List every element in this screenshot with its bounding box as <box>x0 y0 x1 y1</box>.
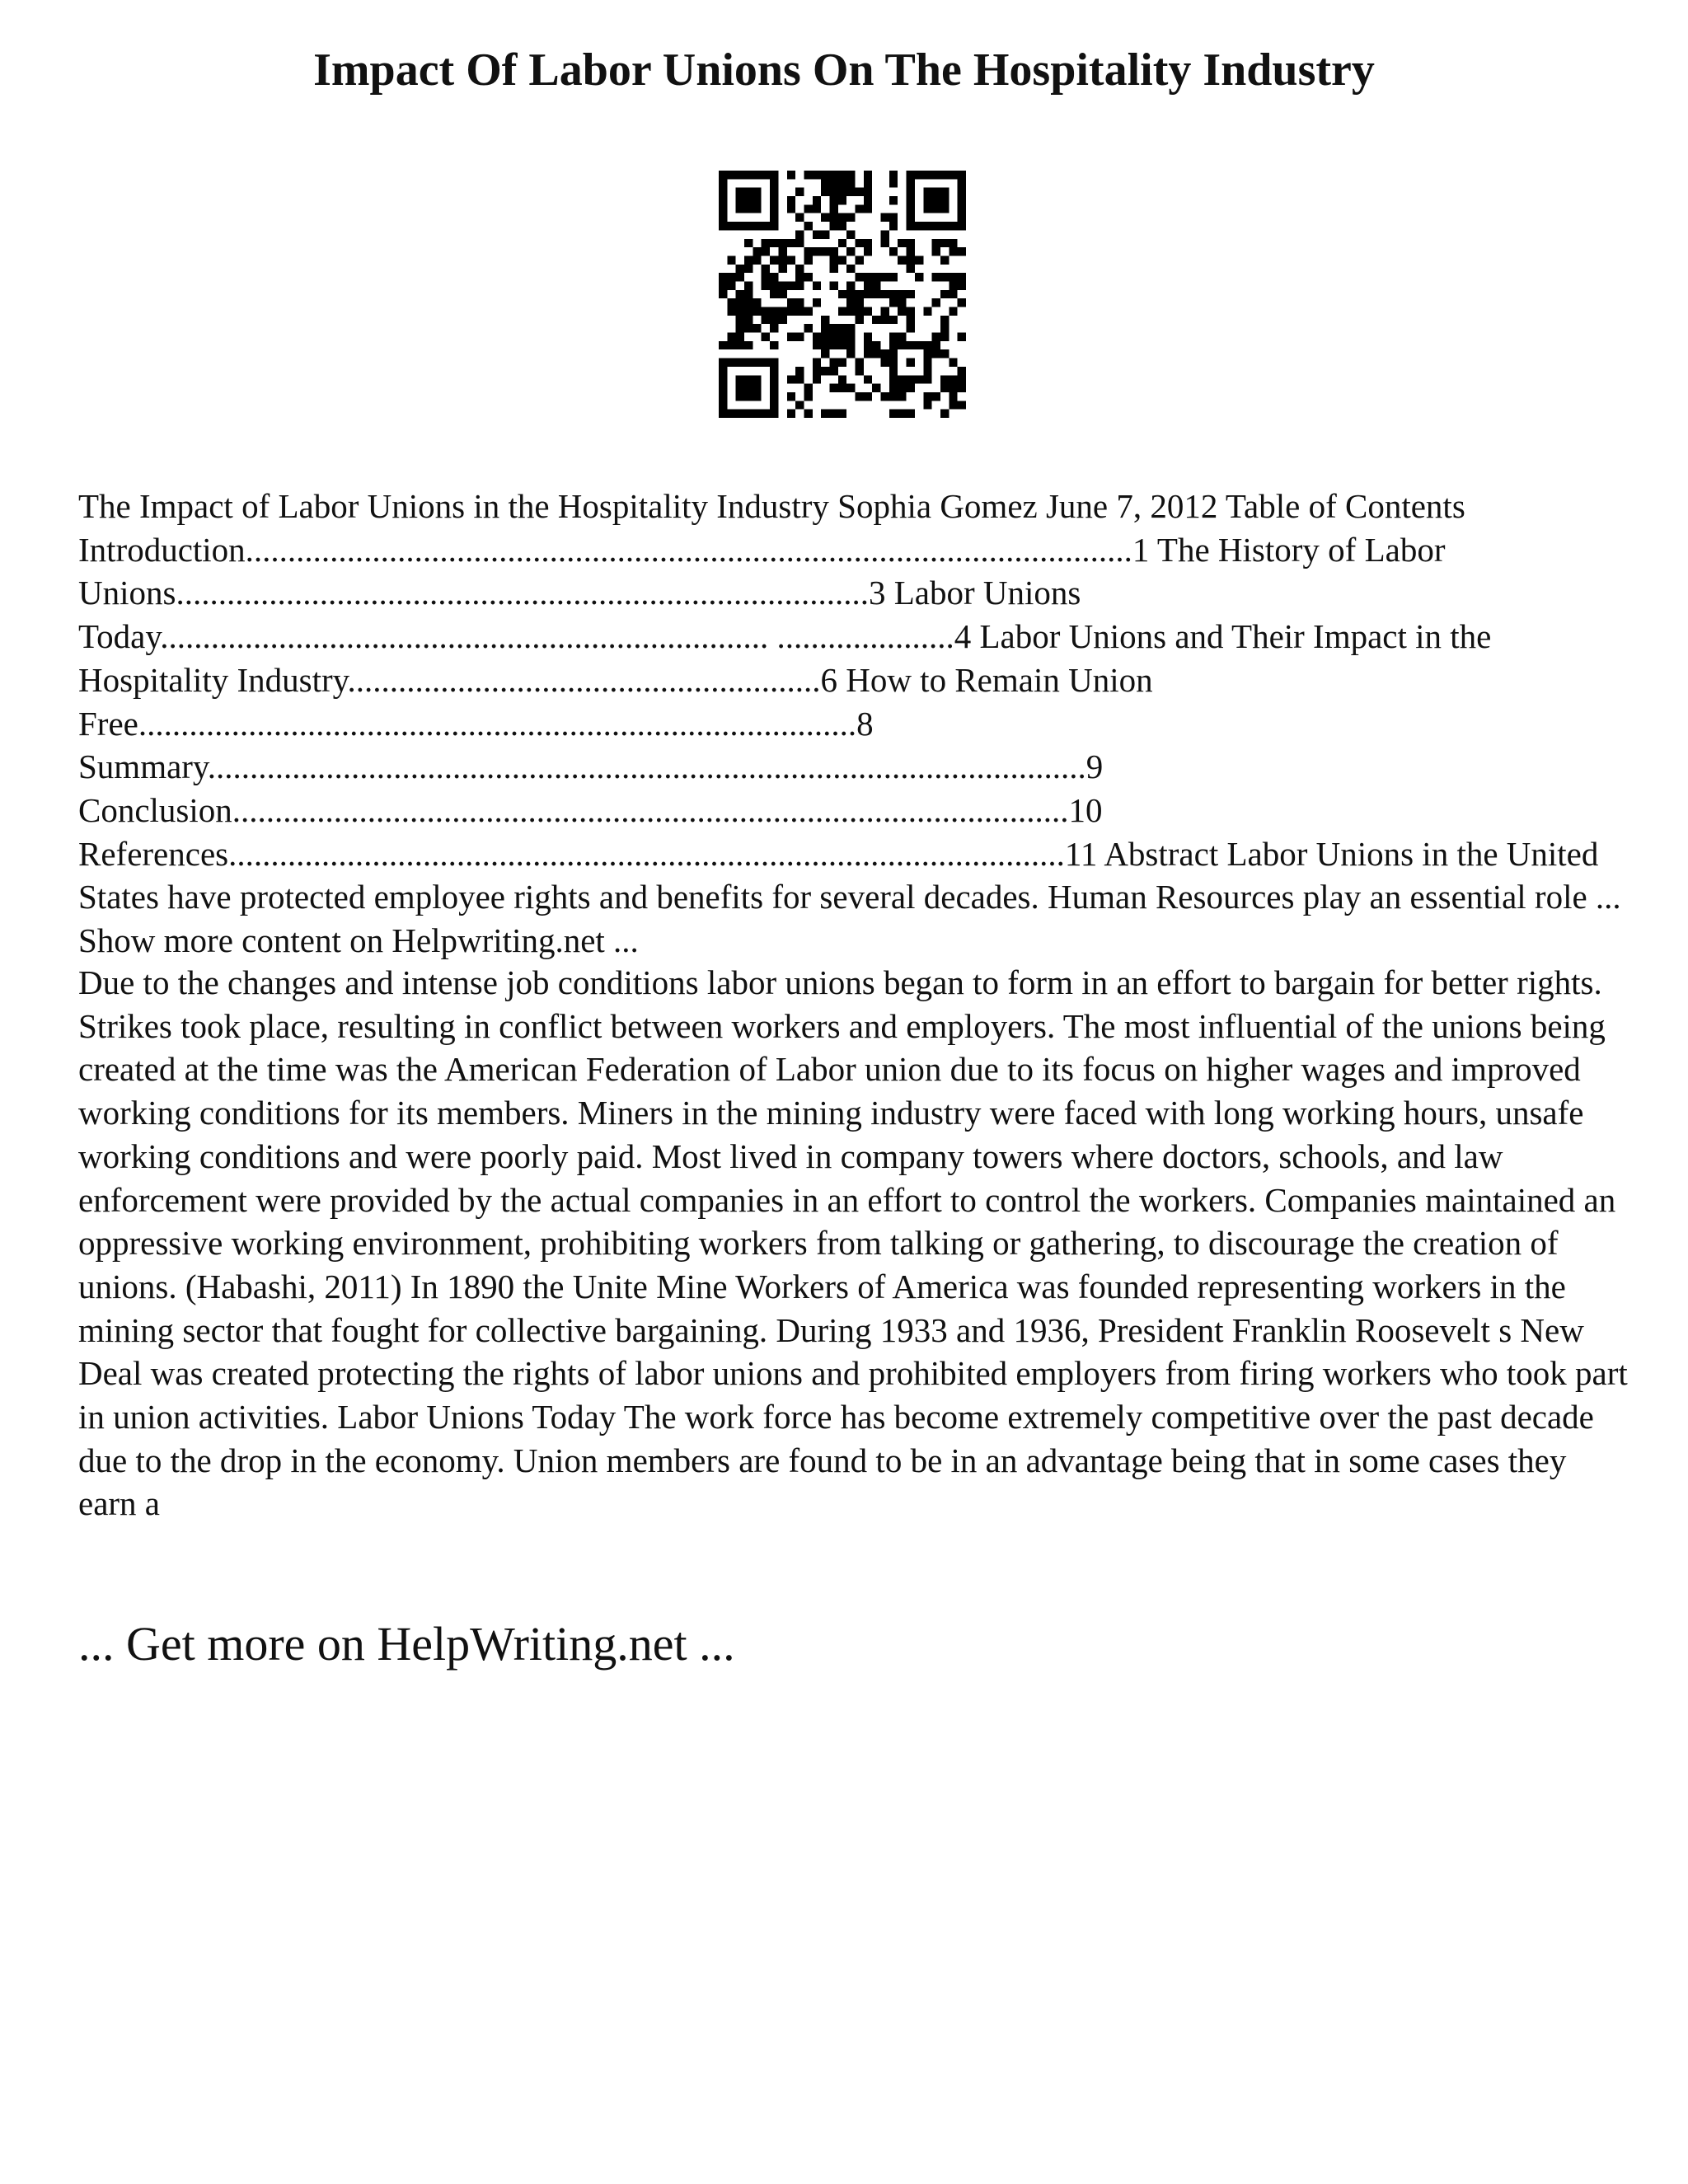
intro-paragraph: The Impact of Labor Unions in the Hospitality Industry Sophia Gomez June 7, 2012 Table of Contents Introduction.........................................................................................................1 The History of Labor Unions..................................................................................3 Labor Unions Today........................................................................ .....................4 Labor Unions and Their Impact in the Hospitality Industry........................................................6 How to Remain Union Free.....................................................................................8 Summary........................................................................................................9 Conclusion...................................................................................................10 References...................................................................................................11 Abstract Labor Unions in the United States have protected employee rights and benefits for several decades. Human Resources play an essential role ... Show more content on Helpwriting.net ... <box>78 487 1621 960</box>
qr-code-icon[interactable] <box>719 171 966 418</box>
document-title: Impact Of Labor Unions On The Hospitality Industry <box>313 45 1375 96</box>
body-paragraph: Due to the changes and intense job conditions labor unions began to form in an effort to bargain for better rights. Strikes took place, resulting in conflict between workers and employers. The most influential of the unions being created at the time was the American Federation of Labor union due to its focus on higher wages and improved working conditions for its members. Miners in the mining industry were faced with long working hours, unsafe working conditions and were poorly paid. Most lived in company towers where doctors, schools, and law enforcement were provided by the actual companies in an effort to control the workers. Companies maintained an oppressive working environment, prohibiting workers from talking or gathering, to discourage the creation of unions. (Habashi, 2011) In 1890 the Unite Mine Workers of America was founded representing workers in the mining sector that fought for collective bargaining. During 1933 and 1936, President Franklin Roosevelt s New Deal was created protecting the rights of labor unions and prohibited employers from firing workers who took part in union activities. Labor Unions Today The work force has become extremely competitive over the past decade due to the drop in the economy. Union members are found to be in an advantage being that in some cases they earn a <box>78 963 1628 1523</box>
get-more-link[interactable]: ... Get more on HelpWriting.net ... <box>78 1617 735 1671</box>
